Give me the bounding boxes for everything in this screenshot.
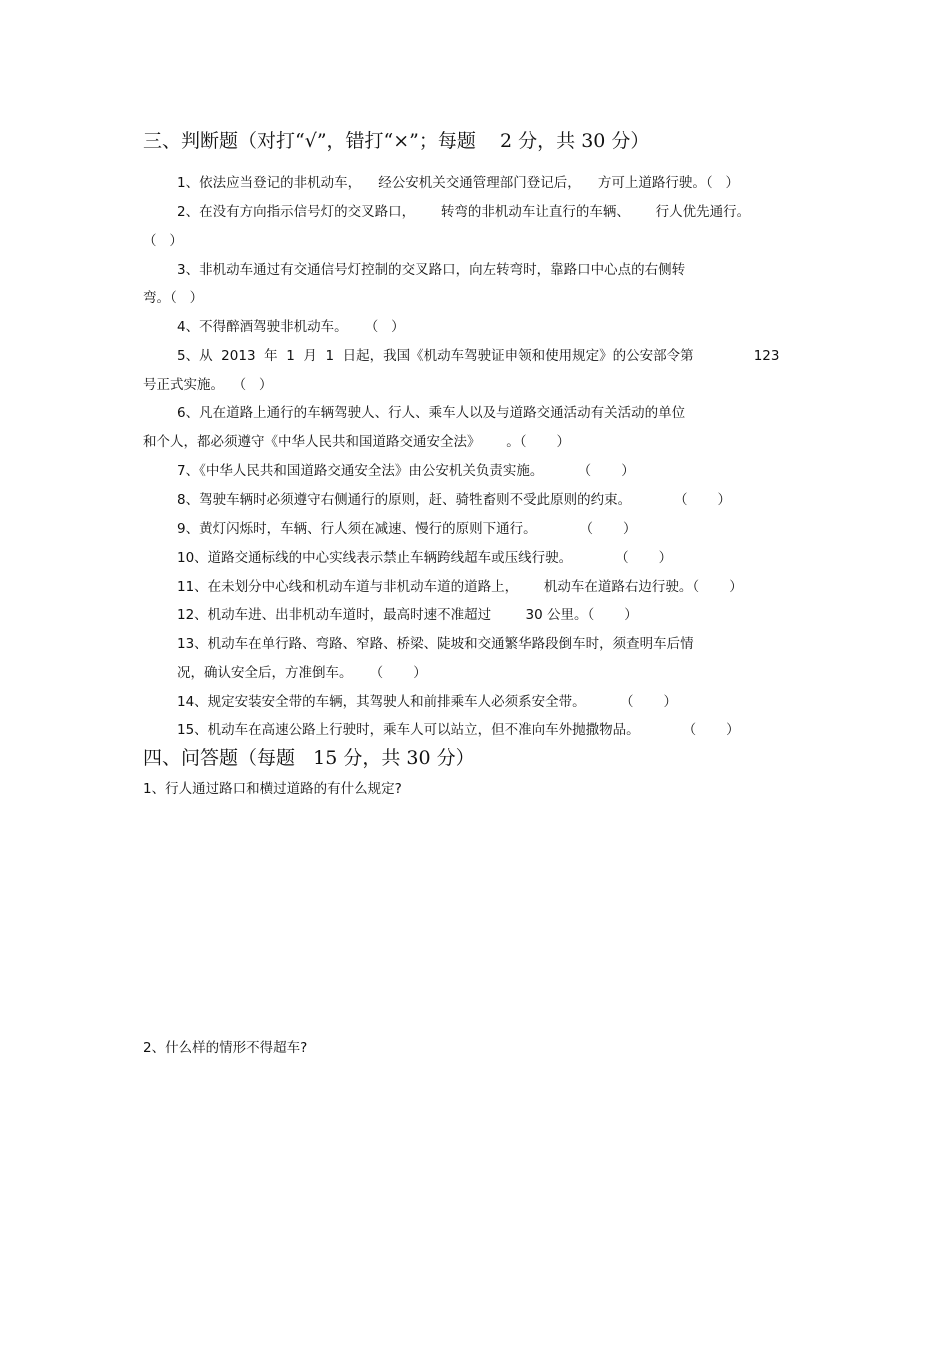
judgment-line-13-cont: 况，确认安全后，方准倒车。 （ ）: [177, 665, 427, 681]
section4-title: 四、问答题（每题 15 分，共 30 分）: [143, 747, 475, 769]
judgment-line-4: 4、不得醉酒驾驶非机动车。 （ ）: [177, 319, 405, 335]
judgment-line-6-cont: 和个人，都必须遵守《中华人民共和国道路交通安全法》 。（ ）: [143, 434, 571, 450]
judgment-line-1: 1、依法应当登记的非机动车， 经公安机关交通管理部门登记后， 方可上道路行驶。（ ）: [177, 175, 740, 191]
judgment-line-5: 5、从 2013 年 1 月 1 日起，我国《机动车驾驶证申领和使用规定》的公安部令第 123: [177, 348, 780, 364]
judgment-line-2: 2、在没有方向指示信号灯的交叉路口， 转弯的非机动车让直行的车辆、 行人优先通行。: [177, 204, 751, 220]
judgment-line-10: 10、道路交通标线的中心实线表示禁止车辆跨线超车或压线行驶。 （ ）: [177, 550, 673, 566]
judgment-line-5-cont: 号正式实施。 （ ）: [143, 377, 273, 393]
judgment-line-12: 12、机动车进、出非机动车道时，最高时速不准超过 30 公里。（ ）: [177, 607, 638, 623]
judgment-line-6: 6、凡在道路上通行的车辆驾驶人、行人、乘车人以及与道路交通活动有关活动的单位: [177, 405, 686, 421]
judgment-line-11: 11、在未划分中心线和机动车道与非机动车道的道路上， 机动车在道路右边行驶。（ ）: [177, 579, 743, 595]
judgment-line-3-cont: 弯。（ ）: [143, 290, 204, 306]
judgment-line-15: 15、机动车在高速公路上行驶时，乘车人可以站立，但不准向车外抛撒物品。 （ ）: [177, 722, 740, 738]
judgment-line-8: 8、驾驶车辆时必须遵守右侧通行的原则，赶、骑牲畜则不受此原则的约束。 （ ）: [177, 492, 732, 508]
judgment-line-13: 13、机动车在单行路、弯路、窄路、桥梁、陡坡和交通繁华路段倒车时，须查明车后情: [177, 636, 694, 652]
judgment-line-14: 14、规定安装安全带的车辆，其驾驶人和前排乘车人必须系安全带。 （ ）: [177, 694, 678, 710]
section3-title: 三、判断题（对打“√”，错打“×”；每题 2 分，共 30 分）: [143, 130, 650, 152]
judgment-line-3: 3、非机动车通过有交通信号灯控制的交叉路口，向左转弯时，靠路口中心点的右侧转: [177, 262, 686, 278]
judgment-line-2-cont: （ ）: [143, 233, 183, 249]
judgment-line-7: 7、《中华人民共和国道路交通安全法》由公安机关负责实施。 （ ）: [177, 463, 635, 479]
question-2: 2、什么样的情形不得超车?: [143, 1040, 308, 1056]
judgment-line-9: 9、黄灯闪烁时，车辆、行人须在减速、慢行的原则下通行。 （ ）: [177, 521, 637, 537]
question-1: 1、行人通过路口和横过道路的有什么规定?: [143, 781, 402, 797]
